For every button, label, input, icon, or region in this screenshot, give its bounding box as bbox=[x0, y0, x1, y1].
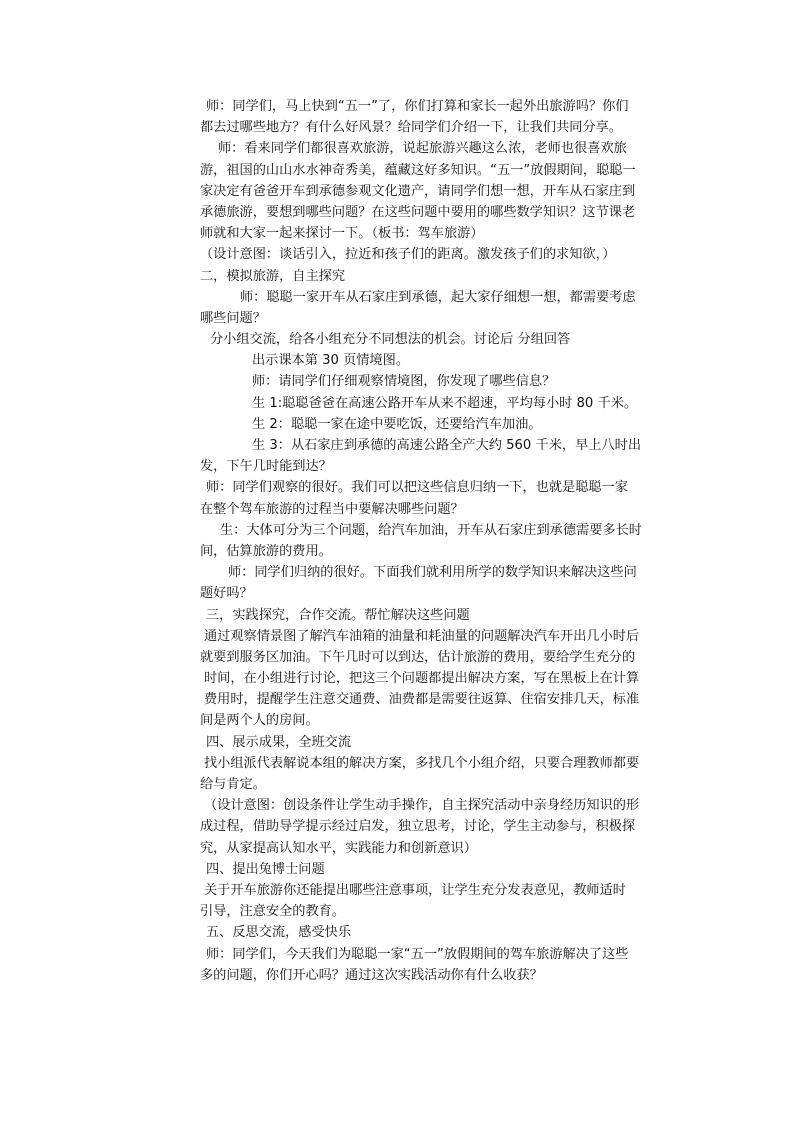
paragraph-line: 师：聪聪一家开车从石家庄到承德，起大家仔细想一想，都需要考虑 bbox=[240, 289, 636, 305]
paragraph-line: 师就和大家一起来探讨一下。（板书：驾车旅游） bbox=[200, 226, 484, 242]
paragraph-line: 生 1:聪聪爸爸在高速公路开车从来不超速，平均每小时 80 千米。 bbox=[252, 395, 638, 411]
paragraph-line: 家决定有爸爸开车到承德参观文化遗产，请同学们想一想，开车从石家庄到 bbox=[200, 183, 636, 199]
paragraph-line: 游，祖国的山山水水神奇秀美，蕴藏这好多知识。“五一”放假期间，聪聪一 bbox=[200, 162, 636, 178]
paragraph-line: 师：同学们，马上快到“五一”了，你们打算和家长一起外出旅游吗？你们 bbox=[206, 99, 629, 114]
paragraph-line: 引导，注意安全的教育。 bbox=[200, 904, 346, 920]
paragraph-line: 生 3：从石家庄到承德的高速公路全产大约 560 千米，早上八时出 bbox=[252, 438, 642, 453]
paragraph-line: 找小组派代表解说本组的解决方案，多找几个小组介绍，只要合理教师都要 bbox=[204, 755, 640, 771]
section-heading: 四、展示成果，全班交流 bbox=[206, 734, 352, 750]
paragraph-line: 题好吗？ bbox=[200, 586, 253, 602]
paragraph-line: 生：大体可分为三个问题，给汽车加油，开车从石家庄到承德需要多长时 bbox=[220, 522, 642, 538]
paragraph-line: 出示课本第 30 页情境图。 bbox=[252, 353, 410, 369]
paragraph-line: 给与肯定。 bbox=[200, 777, 266, 792]
paragraph-line: 就要到服务区加油。下午几时可以到达，估计旅游的费用，要给学生充分的 bbox=[200, 649, 636, 665]
paragraph-line: 师：同学们观察的很好。我们可以把这些信息归纳一下，也就是聪聪一家 bbox=[206, 480, 628, 496]
paragraph-line: 师：同学们归纳的很好。下面我们就利用所学的数学知识来解决这些问 bbox=[228, 565, 637, 581]
section-heading: 三，实践探究，合作交流。帮忙解决这些问题 bbox=[206, 607, 470, 623]
paragraph-line: 师：看来同学们都很喜欢旅游，说起旅游兴趣这么浓，老师也很喜欢旅 bbox=[218, 141, 627, 157]
design-intent-note: 究，从家提高认知水平，实践能力和创新意识） bbox=[200, 840, 477, 856]
paragraph-line: 间，估算旅游的费用。 bbox=[200, 543, 332, 559]
section-heading: 四、提出兔博士问题 bbox=[206, 861, 325, 877]
paragraph-line: 生 2：聪聪一家在途中要吃饭，还要给汽车加油。 bbox=[252, 416, 542, 432]
paragraph-line: 费用时，提醒学生注意交通费、油费都是需要往返算、住宿安排几天，标准 bbox=[204, 692, 640, 708]
design-intent-note: （设计意图：创设条件让学生动手操作，自主探究活动中亲身经历知识的形 bbox=[204, 798, 640, 814]
paragraph-line: 师：请同学们仔细观察情境图，你发现了哪些信息？ bbox=[252, 374, 556, 390]
paragraph-line: 分小组交流，给各小组充分不同想法的机会。讨论后 分组回答 bbox=[210, 332, 571, 348]
document-body bbox=[200, 96, 678, 986]
paragraph-line: 哪些问题？ bbox=[200, 310, 266, 326]
paragraph-line: 师：同学们，今天我们为聪聪一家“五一”放假期间的驾车旅游解决了这些 bbox=[206, 946, 629, 962]
paragraph-line: 多的问题，你们开心吗？通过这次实践活动你有什么收获？ bbox=[200, 967, 543, 983]
paragraph-line: 通过观察情景图了解汽车油箱的油量和耗油量的问题解决汽车开出几小时后 bbox=[204, 628, 640, 644]
design-intent-note: （设计意图：谈话引入，拉近和孩子们的距离。激发孩子们的求知欲，） bbox=[200, 247, 616, 263]
paragraph-line: 发，下午几时能到达？ bbox=[200, 459, 332, 475]
paragraph-line: 间是两个人的房间。 bbox=[200, 713, 319, 729]
paragraph-line: 都去过哪些地方？有什么好风景？给同学们介绍一下，让我们共同分享。 bbox=[200, 120, 622, 136]
section-heading: 五、反思交流，感受快乐 bbox=[206, 925, 352, 941]
design-intent-note: 成过程，借助导学提示经过启发，独立思考，讨论，学生主动参与，积极探 bbox=[200, 819, 636, 835]
paragraph-line: 关于开车旅游你还能提出哪些注意事项，让学生充分发表意见，教师适时 bbox=[204, 882, 626, 898]
paragraph-line: 时间，在小组进行讨论，把这三个问题都提出解决方案，写在黑板上在计算 bbox=[204, 671, 640, 687]
section-heading: 二，模拟旅游，自主探究 bbox=[200, 268, 346, 284]
paragraph-line: 承德旅游，要想到哪些问题？在这些问题中要用的哪些数学知识？这节课老 bbox=[200, 204, 636, 220]
paragraph-line: 在整个驾车旅游的过程当中要解决哪些问题？ bbox=[200, 501, 464, 517]
